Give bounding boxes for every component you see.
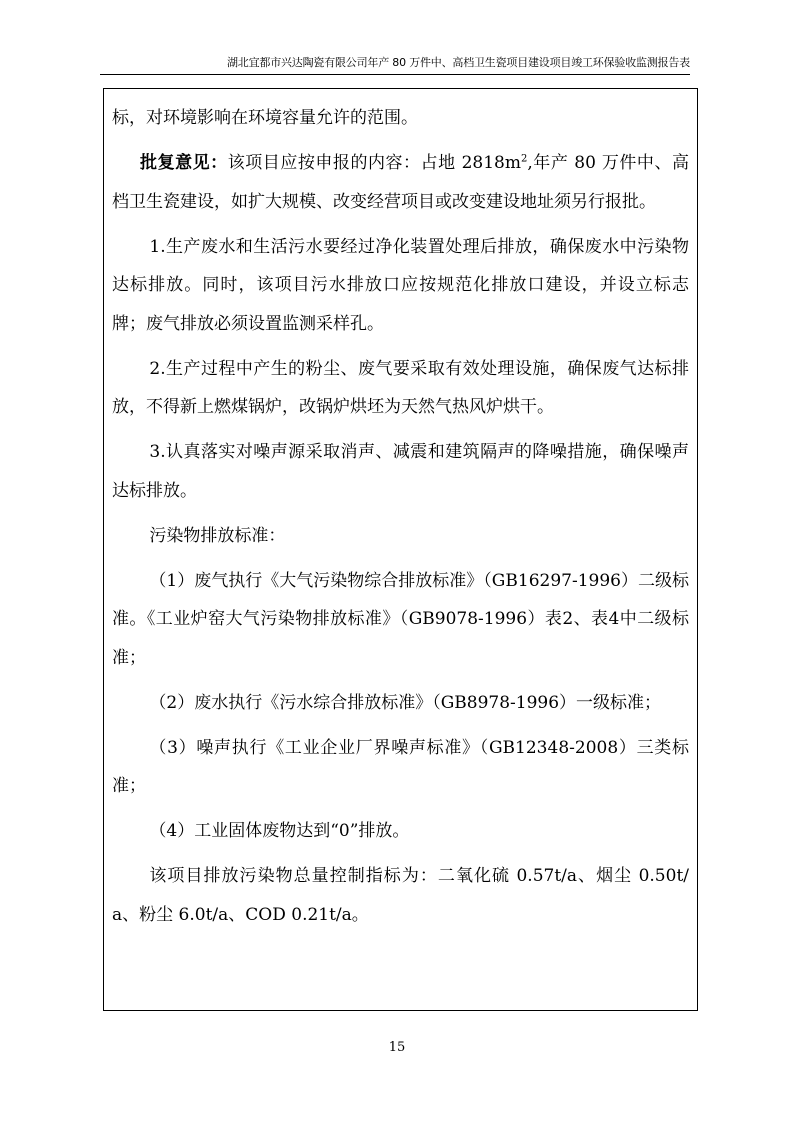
item-2: 2.生产过程中产生的粉尘、废气要采取有效处理设施，确保废气达标排放，不得新上燃煤锅炉，改锅炉烘坯为天然气热风炉烘干。 xyxy=(112,358,689,417)
approval-text-a: 该项目应按申报的内容：占地 2818m xyxy=(227,153,521,173)
approval-text-b: ,年产 80 万件中、高档卫生瓷建设，如扩大规模、改变经营项目或改变建设地址须另行报批。 xyxy=(112,153,690,212)
standard-4: （4）工业固体废物达到“0”排放。 xyxy=(149,821,410,841)
standard-3: （3）噪声执行《工业企业厂界噪声标准》（GB12348-2008）三类标准； xyxy=(112,737,689,796)
item-1: 1.生产废水和生活污水要经过净化装置处理后排放，确保废水中污染物达标排放。同时，该项目污水排放口应按规范化排放口建设，并设立标志牌；废气排放必须设置监测采样孔。 xyxy=(112,236,689,334)
standard-2: （2）废水执行《污水综合排放标准》（GB8978-1996）一级标准； xyxy=(149,692,662,713)
item-3: 3.认真落实对噪声源采取消声、减震和建筑隔声的降噪措施，确保噪声达标排放。 xyxy=(112,442,689,501)
report-header: 湖北宜都市兴达陶瓷有限公司年产 80 万件中、高档卫生瓷项目建设项目竣工环保验收监测报告表 xyxy=(227,56,690,69)
intro-line: 标，对环境影响在环境容量允许的范围。 xyxy=(112,108,418,128)
total-control: 该项目排放污染物总量控制指标为：二氧化硫 0.57t/a、烟尘 0.50t/a、粉尘 6.0t/a、COD 0.21t/a。 xyxy=(112,866,689,925)
approval-content xyxy=(112,99,689,934)
page-number: 15 xyxy=(388,1040,406,1055)
approval-label: 批复意见： xyxy=(140,153,228,173)
content-frame xyxy=(103,88,698,1011)
standard-1: （1）废气执行《大气污染物综合排放标准》（GB16297-1996）二级标准。《工业炉窑大气污染物排放标准》（GB9078-1996）表2、表4中二级标准； xyxy=(112,570,689,668)
header-divider xyxy=(100,74,690,75)
approval-paragraph xyxy=(112,144,689,221)
standards-heading: 污染物排放标准： xyxy=(149,525,286,546)
approval-sup: 2 xyxy=(520,153,528,165)
